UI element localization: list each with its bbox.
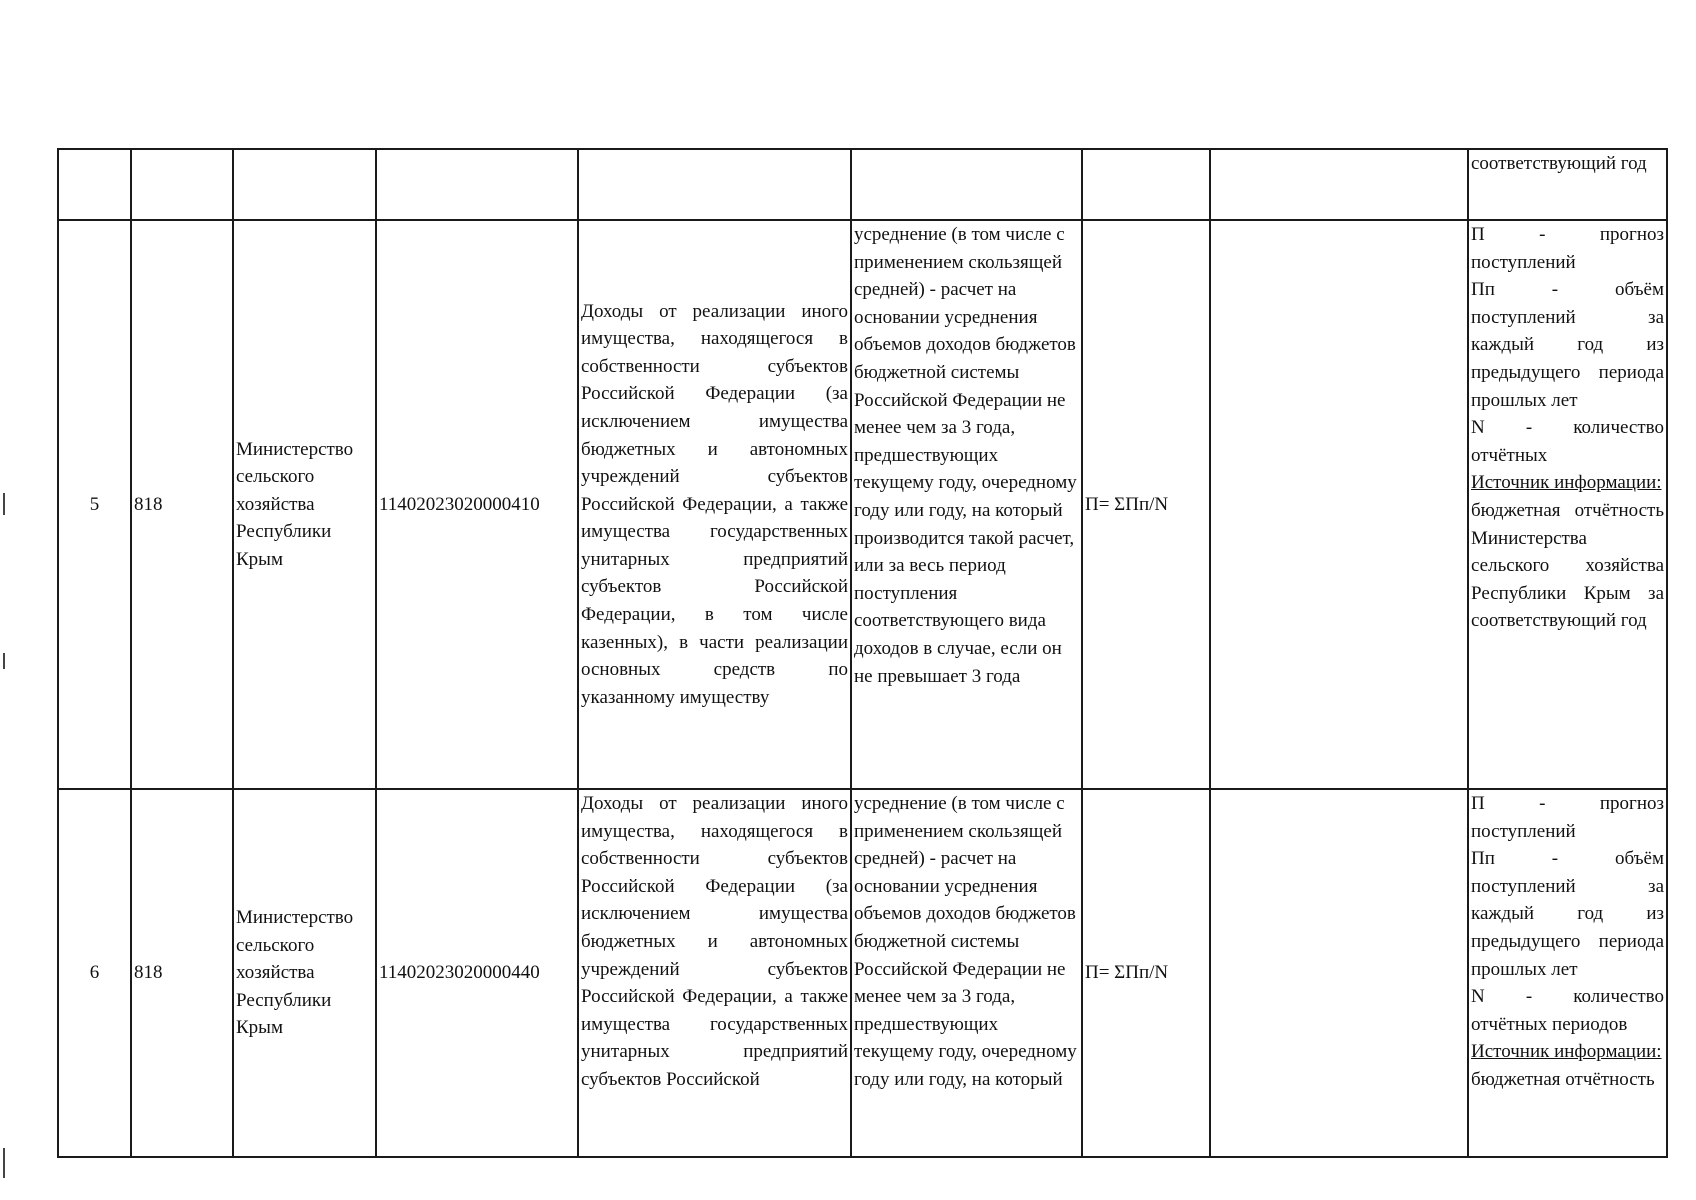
- scan-artifact: [3, 493, 5, 515]
- cell-empty: [58, 149, 131, 220]
- cell-admin-code: 818: [131, 789, 233, 1157]
- cell-empty: [131, 149, 233, 220]
- scan-artifact: [3, 653, 5, 669]
- source-label: Источник информации:: [1471, 1041, 1662, 1063]
- revenue-forecast-table: [57, 148, 1668, 1158]
- cell-empty: [578, 149, 851, 220]
- description-forecast: П - прогноз поступлений: [1471, 224, 1664, 273]
- cell-income-type: Доходы от реализации иного имущества, находящегося в собственности субъектов Российской Федерации (за исключением имущества бюджетных и автономных учреждений субъектов Российской Федерации, а также имущества государственных унитарных предприятий субъектов Российской Федерации, в том числе казенных), в части реализации основных средств по указанному имуществу: [578, 220, 851, 789]
- cell-empty: [1210, 149, 1468, 220]
- description-count: N - количество отчётных периодов: [1471, 986, 1664, 1035]
- cell-formula: П= ΣПп/N: [1082, 789, 1210, 1157]
- cell-description-continued: соответствующий год: [1468, 149, 1667, 220]
- table-row: [58, 149, 1667, 220]
- cell-administrator-name: Министерство сельского хозяйства Республики Крым: [233, 220, 376, 789]
- table-row: [58, 220, 1667, 789]
- source-text: бюджетная отчётность Министерства сельского хозяйства Республики Крым за соответствующий год: [1471, 499, 1664, 632]
- cell-empty: [851, 149, 1082, 220]
- cell-admin-code: 818: [131, 220, 233, 789]
- cell-administrator-name: Министерство сельского хозяйства Республики Крым: [233, 789, 376, 1157]
- cell-calculation-method: усреднение (в том числе с применением скользящей средней) - расчет на основании усреднения объемов доходов бюджетов бюджетной системы Российской Федерации не менее чем за 3 года, предшествующих текущему году, очередному году или году, на который производится такой расчет, или за весь период поступления соответствующего вида доходов в случае, если он не превышает 3 года: [851, 220, 1082, 789]
- cell-empty: [1210, 789, 1468, 1157]
- cell-row-number: 5: [58, 220, 131, 789]
- cell-formula-description: [1468, 789, 1667, 1157]
- cell-formula: П= ΣПп/N: [1082, 220, 1210, 789]
- description-volume: Пп - объём поступлений за каждый год из предыдущего периода прошлых лет: [1471, 279, 1664, 411]
- cell-empty: [1082, 149, 1210, 220]
- cell-budget-classification-code: 11402023020000410: [376, 220, 578, 789]
- cell-formula-description: [1468, 220, 1667, 789]
- table-row: [58, 789, 1667, 1157]
- source-label: Источник информации:: [1471, 472, 1662, 494]
- cell-empty: [1210, 220, 1468, 789]
- source-text: бюджетная отчётность: [1471, 1068, 1655, 1090]
- cell-row-number: 6: [58, 789, 131, 1157]
- cell-income-type: Доходы от реализации иного имущества, находящегося в собственности субъектов Российской Федерации (за исключением имущества бюджетных и автономных учреждений субъектов Российской Федерации, а также имущества государственных унитарных предприятий субъектов Российской: [578, 789, 851, 1157]
- description-forecast: П - прогноз поступлений: [1471, 793, 1664, 842]
- cell-budget-classification-code: 11402023020000440: [376, 789, 578, 1157]
- cell-calculation-method: усреднение (в том числе с применением скользящей средней) - расчет на основании усреднения объемов доходов бюджетов бюджетной системы Российской Федерации не менее чем за 3 года, предшествующих текущему году, очередному году или году, на который: [851, 789, 1082, 1157]
- cell-empty: [376, 149, 578, 220]
- description-count: N - количество отчётных: [1471, 417, 1664, 466]
- description-volume: Пп - объём поступлений за каждый год из предыдущего периода прошлых лет: [1471, 848, 1664, 980]
- cell-empty: [233, 149, 376, 220]
- scan-artifact: [3, 1148, 5, 1178]
